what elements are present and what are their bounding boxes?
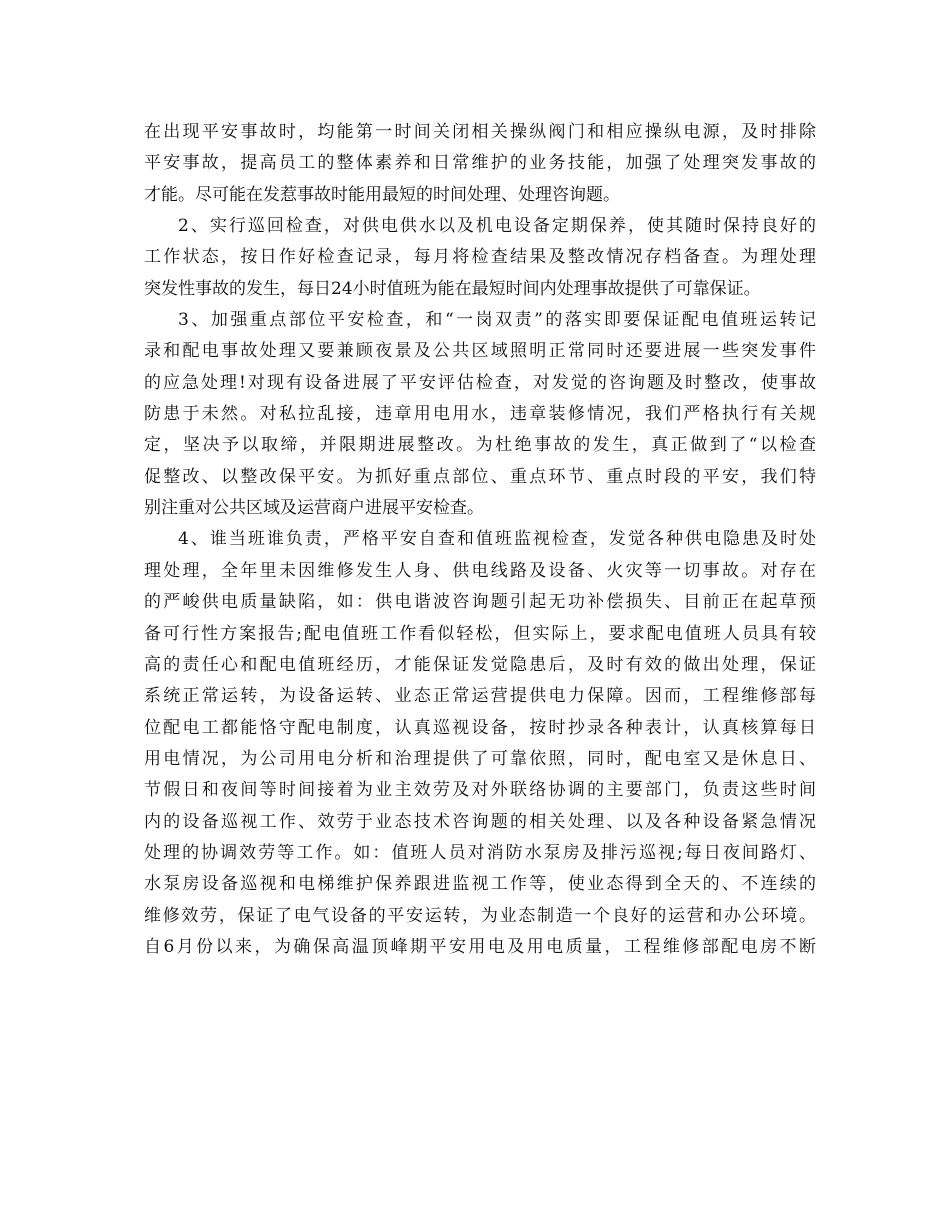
text-line: 促整改、以整改保平安。为抓好重点部位、重点环节、重点时段的平安，我们特 <box>144 466 816 487</box>
text-line: 用电情况，为公司用电分析和治理提供了可靠依照，同时，配电室又是休息日、 <box>144 748 816 769</box>
text-line: 高的责任心和配电值班经历，才能保证发觉隐患后，及时有效的做出处理，保证 <box>144 654 816 675</box>
text-line: 2、实行巡回检查，对供电供水以及机电设备定期保养，使其随时保持良好的 <box>178 216 816 237</box>
text-line: 防患于未然。对私拉乱接，违章用电用水，违章装修情况，我们严格执行有关规 <box>144 404 816 425</box>
text-line: 备可行性方案报告;配电值班工作看似轻松，但实际上，要求配电值班人员具有较 <box>144 623 816 644</box>
text-line: 工作状态，按日作好检查记录，每月将检查结果及整改情况存档备查。为理处理 <box>144 247 816 268</box>
text-line: 4、谁当班谁负责，严格平安自查和值班监视检查，发觉各种供电隐患及时处 <box>178 529 816 550</box>
text-line: 录和配电事故处理又要兼顾夜景及公共区域照明正常同时还要进展一些突发事件 <box>144 341 816 362</box>
text-line: 3、加强重点部位平安检查，和“一岗双责”的落实即要保证配电值班运转记 <box>178 310 816 331</box>
text-line: 处理的协调效劳等工作。如：值班人员对消防水泵房及排污巡视;每日夜间路灯、 <box>144 842 816 863</box>
text-line: 的应急处理!对现有设备进展了平安评估检查，对发觉的咨询题及时整改，使事故 <box>144 372 816 393</box>
text-line: 理处理，全年里未因维修发生人身、供电线路及设备、火灾等一切事故。对存在 <box>144 560 816 581</box>
text-line: 节假日和夜间等时间接着为业主效劳及对外联络协调的主要部门，负责这些时间 <box>144 780 816 801</box>
text-line: 内的设备巡视工作、效劳于业态技术咨询题的相关处理、以及各种设备紧急情况 <box>144 811 816 832</box>
document-body <box>144 117 816 963</box>
text-line: 维修效劳，保证了电气设备的平安运转，为业态制造一个良好的运营和办公环境。 <box>144 905 816 926</box>
text-line: 的严峻供电质量缺陷，如：供电谐波咨询题引起无功补偿损失、目前正在起草预 <box>144 592 816 613</box>
text-line: 才能。尽可能在发惹事故时能用最短的时间处理、处理咨询题。 <box>144 184 620 205</box>
text-line: 自6月份以来，为确保高温顶峰期平安用电及用电质量，工程维修部配电房不断 <box>144 936 816 957</box>
text-line: 突发性事故的发生，每日24小时值班为能在最短时间内处理事故提供了可靠保证。 <box>144 278 761 299</box>
text-line: 水泵房设备巡视和电梯维护保养跟进监视工作等，使业态得到全天的、不连续的 <box>144 874 816 895</box>
text-line: 平安事故，提高员工的整体素养和日常维护的业务技能，加强了处理突发事故的 <box>144 153 816 174</box>
text-line: 位配电工都能恪守配电制度，认真巡视设备，按时抄录各种表计，认真核算每日 <box>144 717 816 738</box>
text-line: 系统正常运转，为设备运转、业态正常运营提供电力保障。因而，工程维修部每 <box>144 686 816 707</box>
text-line: 定，坚决予以取缔，并限期进展整改。为杜绝事故的发生，真正做到了“以检查 <box>144 435 816 456</box>
text-line: 在出现平安事故时，均能第一时间关闭相关操纵阀门和相应操纵电源，及时排除 <box>144 122 816 142</box>
text-line: 别注重对公共区域及运营商户进展平安检查。 <box>144 498 484 519</box>
